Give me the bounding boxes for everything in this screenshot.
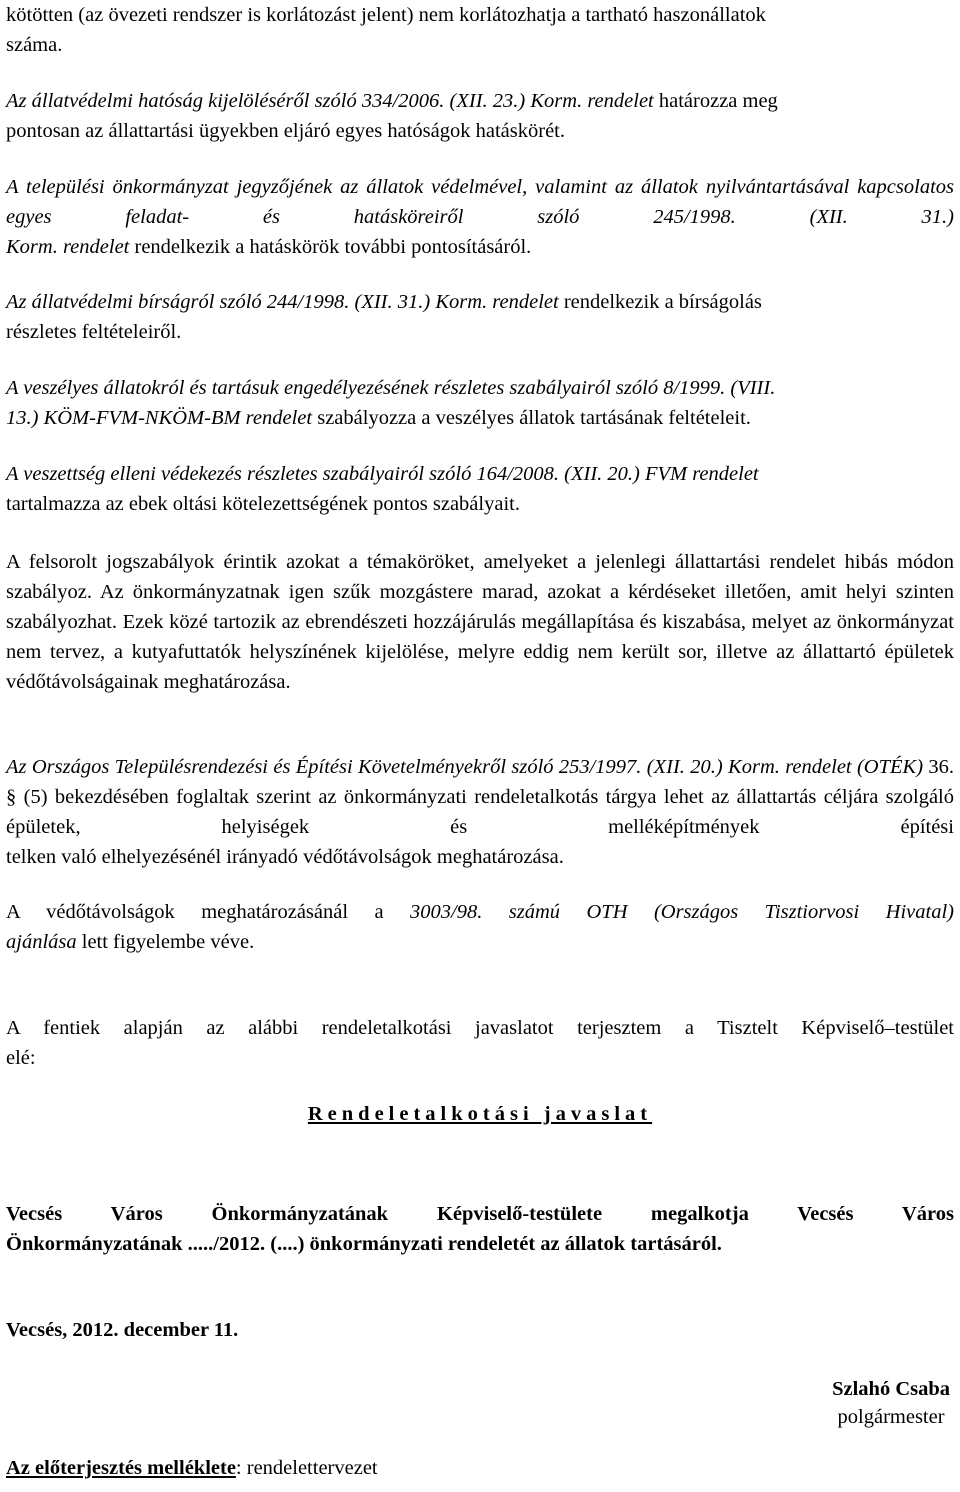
decree-reference: A veszélyes állatokról és tartásuk engedélyezésének részletes szabályairól szóló 8/1999. (VIII. (6, 377, 776, 399)
text-run: A védőtávolságok meghatározásánál a (6, 901, 411, 923)
text-run: határozza meg (653, 90, 778, 112)
paragraph-body: 36. § (5) bekezdésében foglaltak szerint az önkormányzati rendeletalkotás tárgya lehet az állattartás céljára szolgáló épületek, helyiségek és melléképítmények építési (6, 756, 954, 838)
paragraph-fine-decree (6, 287, 954, 347)
paragraph-intro-continuation (6, 0, 954, 60)
text-line: Önkormányzatának ...../2012. (....) önkormányzati rendeletét az állatok tartásáról. (6, 1233, 722, 1255)
text-line: száma. (6, 34, 63, 56)
paragraph-authority-decree (6, 86, 954, 146)
attachment-label: Az előterjesztés melléklete (6, 1457, 236, 1479)
text-line: kötötten (az övezeti rendszer is korlátozást jelent) nem korlátozhatja a tartható haszonállatok (6, 4, 766, 26)
decree-reference: nyilvántartásával kapcsolatos egyes feladat- és hatásköreiről szóló 245/1998. (XII. 31.) (6, 176, 954, 228)
text-line: részletes feltételeiről. (6, 321, 182, 343)
paragraph-notary-decree (6, 172, 954, 262)
text-line: pontosan az állattartási ügyekben eljáró egyes hatóságok hatáskörét. (6, 120, 565, 142)
text-line: elé: (6, 1047, 36, 1069)
paragraph-otek-decree (6, 752, 954, 872)
paragraph-dangerous-animals-decree (6, 373, 954, 433)
decree-reference: A veszettség elleni védekezés részletes szabályairól szóló 164/2008. (XII. 20.) FVM rendelet (6, 463, 759, 485)
decree-reference: Az állatvédelmi bírságról szóló 244/1998. (XII. 31.) Korm. rendelet (6, 291, 559, 313)
paragraph-protection-distance (6, 897, 954, 957)
text-line: A fentiek alapján az alábbi rendeletalkotási javaslatot terjesztem a Tisztelt Képviselő–testület (6, 1017, 954, 1039)
paragraph-body: A felsorolt jogszabályok érintik azokat a témaköröket, amelyeket a jelenlegi állattartási rendelet hibás módon szabályoz. Az önkormányzatnak igen szűk mozgástere marad, azokat a kérdéseket illetően, amit helyi szinten szabályozhat. Ezek közé tartozik az ebrendészeti hozzájárulás megállapítása és kiszabása, melyet az önkormányzat nem tervez, a kutyafuttatók helyszínének kijelölése, melyre eddig nem került sor, illetve az állattartó épületek (6, 551, 954, 663)
decree-reference: rendelet (OTÉK) (785, 756, 924, 778)
recommendation-reference: ajánlása (6, 931, 77, 953)
paragraph-proposal-intro (6, 1013, 954, 1073)
attachment-note (6, 1453, 954, 1483)
text-run: rendelkezik a bírságolás (558, 291, 762, 313)
section-title: Rendeletalkotási javaslat (307, 1103, 653, 1125)
recommendation-reference: 3003/98. számú OTH (Országos Tisztiorvosi Hivatal) (410, 901, 954, 923)
text-run: szabályozza a veszélyes állatok tartásának feltételeit. (312, 407, 751, 429)
place-date: Vecsés, 2012. december 11. (6, 1319, 239, 1341)
decree-reference: 13.) KÖM-FVM-NKÖM-BM rendelet (6, 407, 313, 429)
decree-reference: A települési önkormányzat jegyzőjének az állatok védelmével, valamint az állatok (6, 176, 698, 198)
signature-role: polgármester (837, 1406, 945, 1428)
signature-name: Szlahó Csaba (832, 1378, 950, 1400)
signature-block (832, 1375, 950, 1431)
decree-reference: Az állatvédelmi hatóság kijelöléséről szóló 334/2006. (XII. 23.) Korm. rendelet (6, 90, 654, 112)
paragraph-scope-explanation (6, 547, 954, 697)
text-run: rendelkezik a hatáskörök további pontosításáról. (129, 236, 532, 258)
text-line: tartalmazza az ebek oltási kötelezettségének pontos szabályait. (6, 493, 520, 515)
paragraph-rabies-decree (6, 459, 954, 519)
attachment-value: : rendelettervezet (235, 1457, 378, 1479)
paragraph-last-line: védőtávolságainak meghatározása. (6, 671, 291, 693)
text-run: lett figyelembe véve. (76, 931, 255, 953)
paragraph-last-line: telken való elhelyezésénél irányadó védőtávolságok meghatározása. (6, 846, 564, 868)
paragraph-resolution-title (6, 1199, 954, 1259)
decree-reference: Korm. rendelet (6, 236, 130, 258)
text-line: Vecsés Város Önkormányzatának Képviselő-testülete megalkotja Vecsés Város (6, 1203, 954, 1225)
decree-reference: Az Országos Településrendezési és Építési Követelményekről szóló 253/1997. (XII. 20.) Korm. (6, 756, 780, 778)
